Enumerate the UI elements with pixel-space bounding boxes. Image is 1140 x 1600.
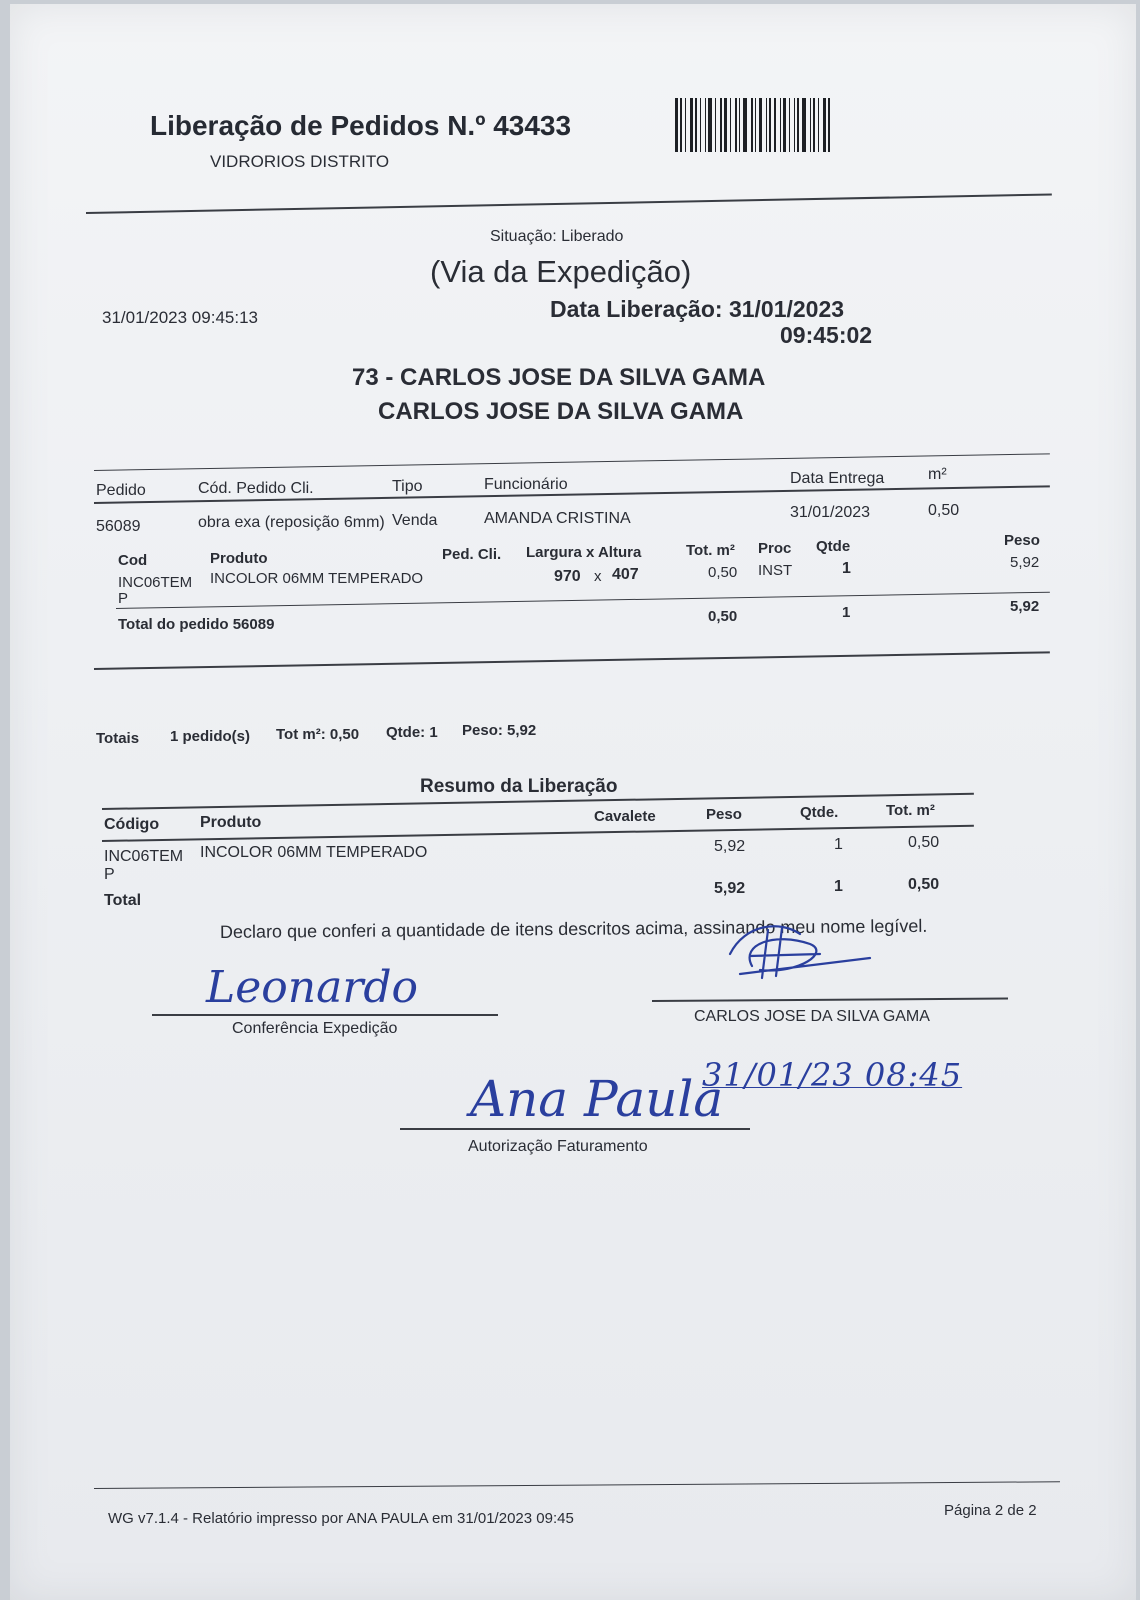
barcode-bar xyxy=(708,98,712,152)
item-header-cod: Cod xyxy=(118,552,148,569)
barcode-bar xyxy=(680,98,682,152)
totals-orders: 1 pedido(s) xyxy=(170,728,251,745)
totals-qtde: Qtde: 1 xyxy=(386,724,438,741)
item-header-peso: Peso xyxy=(1004,532,1040,549)
item-header-largura-altura: Largura x Altura xyxy=(526,544,642,561)
item-header-produto: Produto xyxy=(210,550,268,567)
release-time: 09:45:02 xyxy=(780,322,873,348)
col-header-pedido: Pedido xyxy=(96,482,146,499)
barcode-bar xyxy=(789,98,790,152)
barcode-bar xyxy=(755,98,756,152)
col-header-m2: m² xyxy=(928,466,947,483)
order-total-peso: 5,92 xyxy=(1010,598,1040,615)
divider xyxy=(94,651,1050,670)
item-code-wrap: P xyxy=(118,590,129,607)
summary-total-m2: 0,50 xyxy=(908,876,940,893)
summary-header-produto: Produto xyxy=(200,814,262,831)
barcode-bar xyxy=(751,98,753,152)
barcode-bar xyxy=(705,98,706,152)
barcode-bar xyxy=(715,98,716,152)
customer-signature-label: CARLOS JOSE DA SILVA GAMA xyxy=(694,1008,930,1025)
customer-signature xyxy=(690,914,890,994)
barcode-bar xyxy=(828,98,830,152)
barcode-bar xyxy=(802,98,806,152)
col-header-data-entrega: Data Entrega xyxy=(790,470,885,487)
employee-name: AMANDA CRISTINA xyxy=(484,510,631,527)
summary-product: INCOLOR 06MM TEMPERADO xyxy=(200,844,428,861)
barcode-bar xyxy=(797,98,799,152)
summary-total-peso: 5,92 xyxy=(714,880,746,897)
autorizacao-label: Autorização Faturamento xyxy=(468,1138,648,1155)
autorizacao-signature: Ana Paula xyxy=(470,1070,724,1128)
barcode-bar xyxy=(743,98,747,152)
barcode-bar xyxy=(794,98,795,152)
barcode-bar xyxy=(720,98,722,152)
company-name: VIDRORIOS DISTRITO xyxy=(210,152,390,171)
item-header-ped-cli: Ped. Cli. xyxy=(442,546,502,563)
summary-peso: 5,92 xyxy=(714,838,746,855)
order-total-m2: 0,50 xyxy=(708,608,738,625)
item-proc: INST xyxy=(758,562,793,579)
release-date: Data Liberação: 31/01/2023 xyxy=(550,296,845,322)
summary-qtde: 1 xyxy=(834,836,843,853)
client-order-code: obra exa (reposição 6mm) xyxy=(198,514,385,531)
item-tot-m2: 0,50 xyxy=(708,564,738,581)
order-m2: 0,50 xyxy=(928,502,960,519)
summary-total-qtde: 1 xyxy=(834,878,843,895)
print-datetime: 31/01/2023 09:45:13 xyxy=(102,308,258,327)
barcode-bar xyxy=(766,98,767,152)
barcode-bar xyxy=(695,98,697,152)
summary-code-wrap: P xyxy=(104,866,115,883)
summary-code: INC06TEM xyxy=(104,848,184,865)
barcode-bar xyxy=(730,98,731,152)
barcode-bar xyxy=(675,98,678,152)
col-header-cod-pedido-cli: Cód. Pedido Cli. xyxy=(198,480,314,497)
order-total-qtde: 1 xyxy=(842,604,851,621)
barcode-bar xyxy=(685,98,686,152)
summary-header-tot-m2: Tot. m² xyxy=(886,802,935,819)
divider xyxy=(94,453,1050,471)
barcode-bar xyxy=(783,98,786,152)
divider xyxy=(116,592,1050,609)
customer-name: CARLOS JOSE DA SILVA GAMA xyxy=(378,398,744,425)
signature-line xyxy=(152,1014,498,1016)
barcode-bar xyxy=(780,98,781,152)
barcode-bar xyxy=(823,98,826,152)
customer-code-name: 73 - CARLOS JOSE DA SILVA GAMA xyxy=(352,364,766,391)
barcode-bar xyxy=(813,98,815,152)
order-total-label: Total do pedido 56089 xyxy=(118,616,275,633)
summary-total-label: Total xyxy=(104,892,142,909)
totals-m2: Tot m²: 0,50 xyxy=(276,726,360,743)
summary-header-peso: Peso xyxy=(706,806,742,823)
divider xyxy=(94,1481,1060,1489)
footer-page-number: Página 2 de 2 xyxy=(944,1502,1037,1519)
declaration-text: Declaro que conferi a quantidade de itens descritos acima, assinando meu nome legível. xyxy=(219,915,928,942)
handwritten-datetime: 31/01/23 08:45 xyxy=(702,1056,963,1094)
item-header-qtde: Qtde xyxy=(816,538,851,555)
item-width: 970 xyxy=(554,568,581,585)
signature-line xyxy=(400,1128,750,1130)
item-dimension-separator: x xyxy=(594,568,602,585)
summary-header-qtde: Qtde. xyxy=(800,804,839,821)
barcode-bar xyxy=(735,98,737,152)
barcode-bar xyxy=(739,98,740,152)
copy-label: (Via da Expedição) xyxy=(430,254,692,289)
summary-header-cavalete: Cavalete xyxy=(594,808,656,825)
totals-peso: Peso: 5,92 xyxy=(462,722,537,739)
barcode-bar xyxy=(769,98,771,152)
barcode-bar xyxy=(759,98,762,152)
document-page xyxy=(10,4,1136,1600)
conferencia-label: Conferência Expedição xyxy=(232,1020,398,1037)
barcode-bar xyxy=(690,98,693,152)
item-code: INC06TEM xyxy=(118,574,193,591)
barcode-bar xyxy=(700,98,701,152)
barcode-bar xyxy=(818,98,819,152)
document-title: Liberação de Pedidos N.º 43433 xyxy=(150,110,572,141)
item-product: INCOLOR 06MM TEMPERADO xyxy=(210,570,424,587)
totals-label: Totais xyxy=(96,730,140,747)
barcode-bar xyxy=(724,98,727,152)
item-header-tot-m2: Tot. m² xyxy=(686,542,735,559)
divider xyxy=(86,193,1052,214)
col-header-funcionario: Funcionário xyxy=(484,476,568,493)
barcode-icon xyxy=(675,98,847,152)
footer-printed-by: WG v7.1.4 - Relatório impresso por ANA PAULA em 31/01/2023 09:45 xyxy=(108,1510,574,1527)
order-number: 56089 xyxy=(96,518,141,535)
conferencia-signature: Leonardo xyxy=(206,962,419,1013)
barcode-bar xyxy=(810,98,811,152)
item-peso: 5,92 xyxy=(1010,554,1040,571)
item-header-proc: Proc xyxy=(758,540,792,557)
signature-line xyxy=(652,998,1008,1002)
summary-header-codigo: Código xyxy=(104,816,160,833)
status-text: Situação: Liberado xyxy=(490,228,624,245)
item-qtde: 1 xyxy=(842,560,851,577)
col-header-tipo: Tipo xyxy=(392,478,423,495)
summary-title: Resumo da Liberação xyxy=(420,776,618,797)
item-height: 407 xyxy=(612,566,639,583)
barcode-bar xyxy=(774,98,776,152)
summary-tot-m2: 0,50 xyxy=(908,834,940,851)
order-type: Venda xyxy=(392,512,438,529)
delivery-date: 31/01/2023 xyxy=(790,504,871,521)
